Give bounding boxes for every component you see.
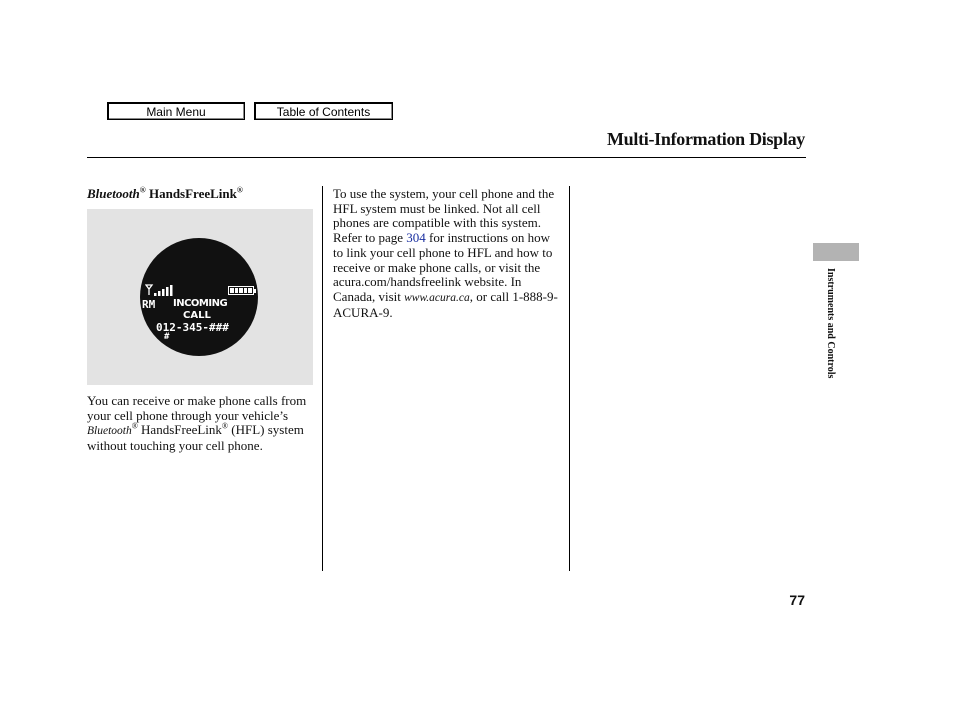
heading-brand: Bluetooth	[87, 186, 140, 201]
display-mode: RM	[142, 298, 156, 311]
table-of-contents-button[interactable]: Table of Contents	[254, 102, 393, 120]
page-title: Multi-Information Display	[606, 129, 805, 149]
section-label: Instruments and Controls	[825, 268, 836, 379]
registered-mark: ®	[139, 185, 146, 195]
section-tab	[813, 243, 859, 261]
signal-strength-icon	[145, 284, 177, 296]
display-line-1: INCOMING	[173, 298, 228, 309]
brand-italic: Bluetooth	[87, 425, 132, 438]
registered-mark: ®	[236, 185, 243, 195]
column-divider	[322, 186, 323, 571]
multi-information-display	[140, 238, 258, 356]
header-rule	[87, 157, 806, 158]
heading-text: HandsFreeLink	[145, 186, 237, 201]
instructions-paragraph: To use the system, your cell phone and the HFL system must be linked. Not all cell phones are compatible with this system. Refer to page 304 for instructions on how to link your cell phone to HFL and how to receive or make phone calls, or visit the acura.com/handsfreelink website. In Canada, visit www.acura.ca, or call 1-888-9-ACURA-9.	[333, 186, 558, 320]
page-number: 77	[789, 592, 805, 608]
section-heading	[87, 186, 243, 202]
column-divider	[569, 186, 570, 571]
display-line-2: CALL	[183, 310, 211, 321]
canada-url: www.acura.ca	[404, 291, 470, 304]
page-304-link[interactable]: 304	[406, 230, 426, 246]
display-illustration	[87, 209, 313, 385]
display-caller-number: 012-345-###	[156, 321, 229, 334]
main-menu-button[interactable]: Main Menu	[107, 102, 245, 120]
display-line-4: #	[164, 332, 170, 342]
battery-icon	[228, 286, 254, 295]
intro-paragraph: You can receive or make phone calls from your cell phone through your vehicle’s Bluetooth® HandsFreeLink® (HFL) system without touching your cell phone.	[87, 393, 307, 454]
